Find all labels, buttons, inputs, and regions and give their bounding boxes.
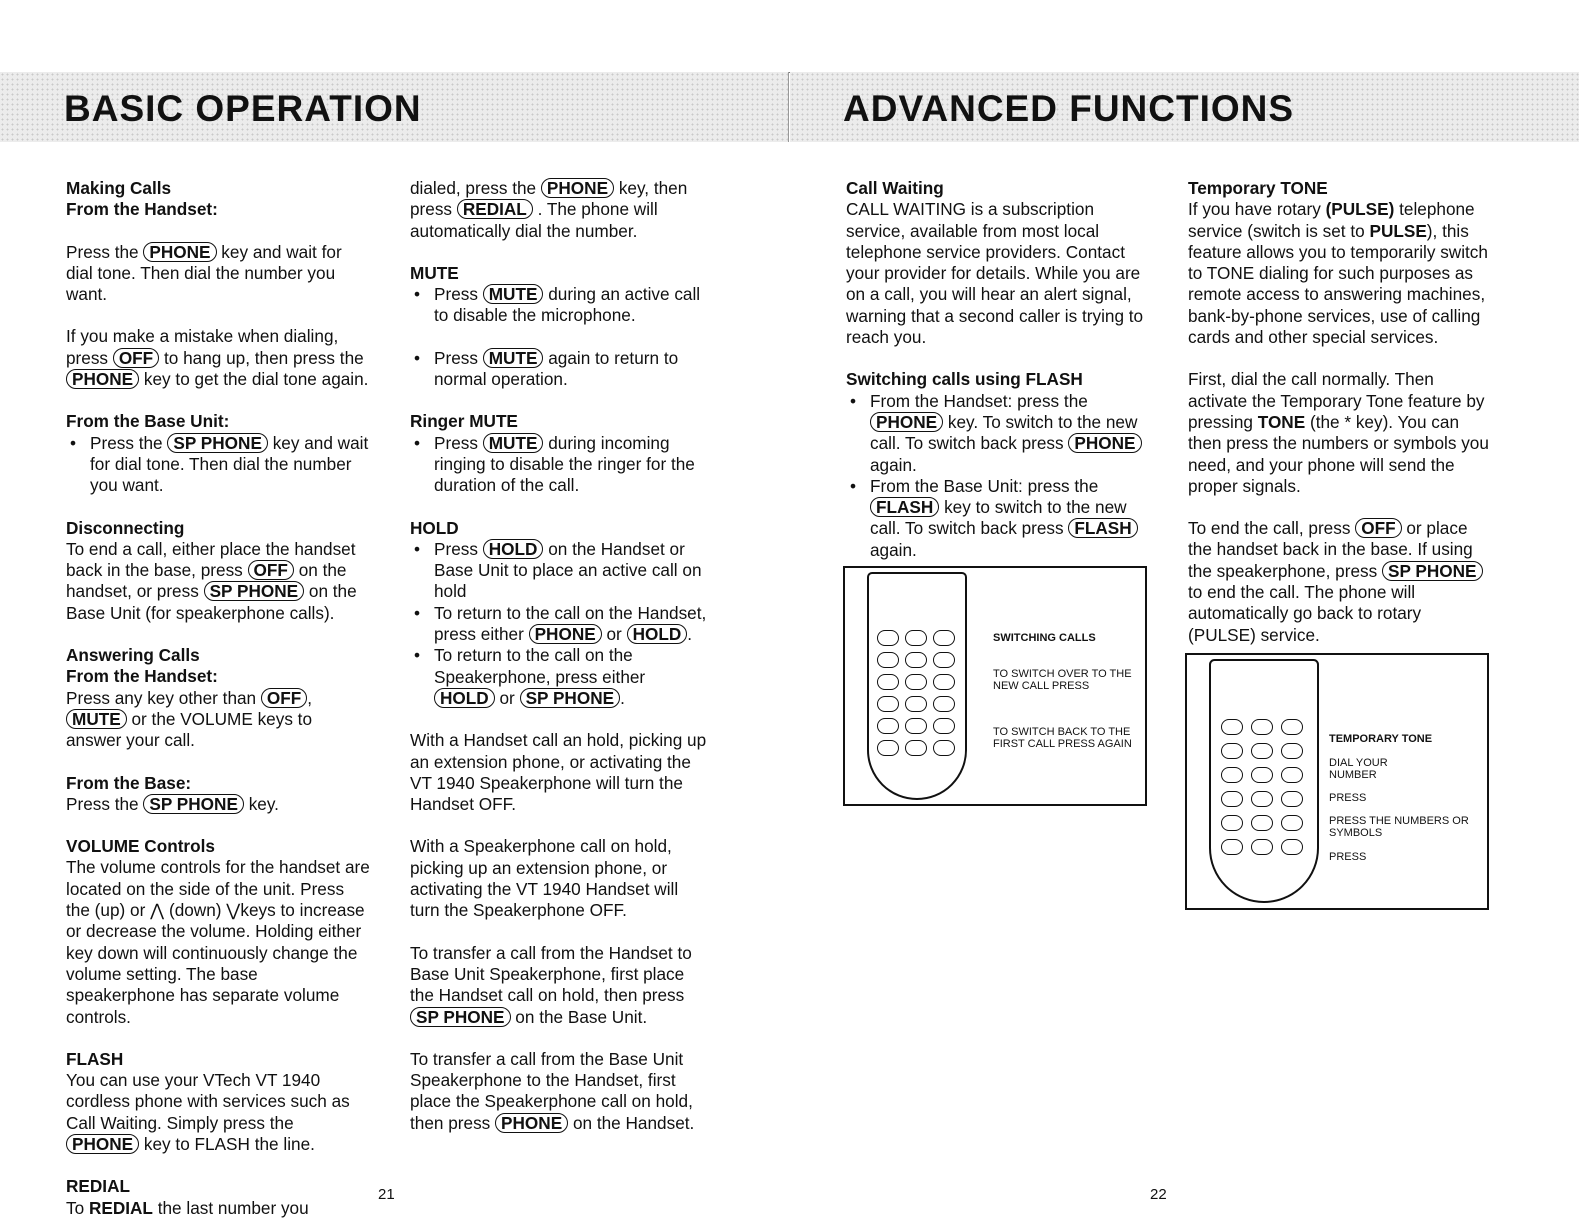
figure-caption-temporary-tone: TEMPORARY TONE bbox=[1329, 733, 1433, 745]
digit-key-icon bbox=[1251, 815, 1273, 831]
key-flash: FLASH bbox=[1068, 518, 1137, 538]
digit-key-icon bbox=[933, 696, 955, 712]
section-title-basic-operation: BASIC OPERATION bbox=[64, 88, 422, 129]
heading-flash: FLASH bbox=[66, 1048, 124, 1069]
digit-key-icon bbox=[877, 674, 899, 690]
column-4: Temporary TONE If you have rotary (PULSE) telephone service (switch is set to PULSE), this feature allows you to temporarily switch to TONE dialing for such purposes as remote access to answering machines, bank-by-phone services, use of calling cards and other special services. First, dial the call normally. Then activate the Temporary Tone feature by pressing TONE (the * key). You can then press the numbers or symbols you need, and your phone will send the proper signals. To end the call, press OFF or place the handset back in the base. If using the speakerphone, press SP PHONE to end the call. The phone will automatically go back to rotary (PULSE) service. bbox=[1188, 178, 1489, 645]
key-mute: MUTE bbox=[483, 433, 544, 453]
page-number-left: 21 bbox=[378, 1186, 395, 1203]
digit-key-icon bbox=[1251, 767, 1273, 783]
header-divider bbox=[788, 72, 789, 142]
heading-call-waiting: Call Waiting bbox=[846, 178, 944, 198]
figure-caption-switching: SWITCHING CALLS bbox=[993, 632, 1096, 644]
key-mute: MUTE bbox=[483, 348, 544, 368]
subheading-answer-handset: From the Handset: bbox=[66, 666, 218, 687]
function-key-icon bbox=[1221, 839, 1243, 855]
figure-temporary-tone bbox=[1185, 653, 1489, 910]
digit-key-icon bbox=[1281, 767, 1303, 783]
column-2: dialed, press the PHONE key, then press REDIAL . The phone will automatically dial the number. MUTE • Press MUTE during an active call to disable the microphone. • Press MUTE again to return to normal operation. Ringer MUTE • Press MUTE during incoming ringing to disable the ringer for the duration of the call. HOLD • Press HOLD on the Handset or Base Unit to place an active call on hold • To return to the call on the Handset, press either PHONE or HOLD . • To return to the call on the Speakerphone, press either HOLD or SP PHONE . With a Handset call an hold, picking up an extension phone, or activating the VT 1940 Speakerphone will turn the Handset OFF. With a Speakerphone call on hold, picking up an extension phone, or activating the VT 1940 Handset will turn the Speakerphone OFF. To transfer a call from the Handset to Base Unit Speakerphone, first place the Handset call on hold, then press SP PHONE on the Base Unit. To transfer a call from the Base Unit Speakerphone to the Handset, first place the Speakerphone call on hold, then press PHONE on the Handset. bbox=[410, 178, 710, 1134]
heading-ringer-mute: Ringer MUTE bbox=[410, 411, 518, 432]
figure-step-switch-over: TO SWITCH OVER TO THE NEW CALL PRESS bbox=[993, 668, 1132, 692]
function-key-icon bbox=[933, 740, 955, 756]
paragraph-mistake: If you make a mistake when dialing, press OFF to hang up, then press the PHONE key to get the dial tone again. bbox=[66, 326, 369, 390]
figure-step-switch-back: TO SWITCH BACK TO THE FIRST CALL PRESS AGAIN bbox=[993, 726, 1132, 750]
heading-hold: HOLD bbox=[410, 517, 459, 538]
digit-key-icon bbox=[877, 696, 899, 712]
volume-down-icon: ⋁ bbox=[226, 900, 241, 921]
key-flash: FLASH bbox=[870, 497, 939, 517]
bullet-mute-1: • Press MUTE during an active call to disable the microphone. bbox=[410, 284, 710, 327]
page-number-right: 22 bbox=[1150, 1186, 1167, 1203]
figure-step-press-off: PRESS bbox=[1329, 851, 1367, 863]
paragraph-hold-handset: With a Handset call an hold, picking up an extension phone, or activating the VT 1940 Speakerphone will turn the Handset OFF. bbox=[410, 730, 707, 815]
heading-switching-calls: Switching calls using FLASH bbox=[846, 369, 1083, 390]
digit-key-icon bbox=[1221, 767, 1243, 783]
key-hold: HOLD bbox=[483, 539, 544, 559]
bullet-hold-2: • To return to the call on the Handset, press either PHONE or HOLD . bbox=[410, 603, 710, 646]
paragraph-transfer-2: To transfer a call from the Base Unit Speakerphone to the Handset, first place the Speakerphone call on hold, then press PHONE on the Handset. bbox=[410, 1048, 695, 1133]
digit-key-icon bbox=[933, 652, 955, 668]
heading-answering-calls: Answering Calls bbox=[66, 645, 200, 666]
digit-key-icon bbox=[1251, 743, 1273, 759]
key-off: OFF bbox=[261, 688, 307, 708]
off-key-icon bbox=[1281, 719, 1303, 735]
figure-step-press-tone: PRESS bbox=[1329, 792, 1367, 804]
phone-key-icon bbox=[877, 630, 899, 646]
function-key-icon bbox=[877, 740, 899, 756]
key-sp-phone: SP PHONE bbox=[167, 433, 268, 453]
heading-making-calls: Making Calls bbox=[66, 178, 172, 198]
key-hold: HOLD bbox=[627, 624, 688, 644]
key-sp-phone: SP PHONE bbox=[410, 1007, 511, 1027]
column-1: Making Calls From the Handset: Press the PHONE key and wait for dial tone. Then dial the number you want. If you make a mistake when dialing, press OFF to hang up, then press the PHONE key to get the dial tone again. From the Base Unit: • Press the SP PHONE key and wait for dial tone. Then dial the number you want. Disconnecting To end a call, either place the handset back in the base, press OFF on the handset, or press SP PHONE on the Base Unit (for speakerphone calls). Answering Calls From the Handset: Press any key other than OFF , MUTE or the VOLUME keys to answer your call. From the Base: Press the SP PHONE key. VOLUME Controls The volume controls for the handset are located on the side of the unit. Press the (up) or ⋀ (down) ⋁keys to increase or decrease the volume. Holding either key down will continuously change the volume setting. The base speakerphone has separate volume controls. FLASH You can use your VTech VT 1940 cordless phone with services such as Call Waiting. Simply press the PHONE key to FLASH the line. REDIAL To REDIAL the last number you bbox=[66, 178, 371, 1219]
handset-illustration bbox=[867, 572, 967, 800]
digit-key-icon bbox=[1281, 791, 1303, 807]
column-3: Call Waiting CALL WAITING is a subscription service, available from most local telephone service providers. Contact your provider for details. While you are on a call, you will hear an alert signal, warning that a second caller is trying to reach you. Switching calls using FLASH • From the Handset: press the PHONE key. To switch to the new call. To switch back press PHONE again. • From the Base Unit: press the FLASH key to switch to the new call. To switch back press FLASH again. bbox=[846, 178, 1148, 561]
key-sp-phone: SP PHONE bbox=[520, 688, 621, 708]
digit-key-icon bbox=[877, 652, 899, 668]
subheading-from-base-unit: From the Base Unit: bbox=[66, 411, 230, 432]
phone-key-icon bbox=[1221, 719, 1243, 735]
star-key-icon bbox=[1221, 815, 1243, 831]
key-phone: PHONE bbox=[66, 1134, 139, 1154]
paragraph-activate-tone: First, dial the call normally. Then activate the Temporary Tone feature by pressing TONE (the * key). You can then press the numbers or symbols you need, and your phone will send the proper signals. bbox=[1188, 369, 1489, 496]
pound-key-icon bbox=[1281, 815, 1303, 831]
paragraph-dial: Press the PHONE key and wait for dial tone. Then dial the number you want. bbox=[66, 241, 342, 305]
digit-key-icon bbox=[905, 696, 927, 712]
digit-key-icon bbox=[933, 674, 955, 690]
key-phone: PHONE bbox=[529, 624, 602, 644]
key-off: OFF bbox=[113, 348, 159, 368]
bullet-base-dial: • Press the SP PHONE key and wait for dial tone. Then dial the number you want. bbox=[66, 433, 371, 497]
bullet-ringer-mute: • Press MUTE during incoming ringing to disable the ringer for the duration of the call. bbox=[410, 433, 710, 497]
function-key-icon bbox=[1281, 839, 1303, 855]
bullet-switch-base: • From the Base Unit: press the FLASH key to switch to the new call. To switch back press FLASH again. bbox=[846, 476, 1148, 561]
key-off: OFF bbox=[248, 560, 294, 580]
key-phone: PHONE bbox=[870, 412, 943, 432]
digit-key-icon bbox=[905, 718, 927, 734]
key-mute: MUTE bbox=[66, 709, 127, 729]
key-redial: REDIAL bbox=[457, 199, 533, 219]
figure-step-dial: DIAL YOUR NUMBER bbox=[1329, 757, 1388, 781]
function-key-icon bbox=[905, 740, 927, 756]
key-phone: PHONE bbox=[66, 369, 139, 389]
key-mute: MUTE bbox=[483, 284, 544, 304]
hold-key-icon bbox=[1251, 719, 1273, 735]
paragraph-hold-speakerphone: With a Speakerphone call on hold, picking up an extension phone, or activating the VT 1940 Handset will turn the Speakerphone OFF. bbox=[410, 836, 679, 921]
bullet-hold-1: • Press HOLD on the Handset or Base Unit to place an active call on hold bbox=[410, 539, 710, 603]
digit-key-icon bbox=[905, 652, 927, 668]
volume-up-icon: ⋀ bbox=[150, 900, 165, 921]
digit-key-icon bbox=[877, 718, 899, 734]
off-key-icon bbox=[933, 630, 955, 646]
digit-key-icon bbox=[933, 718, 955, 734]
key-sp-phone: SP PHONE bbox=[1382, 561, 1483, 581]
key-hold: HOLD bbox=[434, 688, 495, 708]
paragraph-end-call: To end the call, press OFF or place the handset back in the base. If using the speakerphone, press SP PHONE to end the call. The phone will automatically go back to rotary (PULSE) service. bbox=[1188, 518, 1490, 646]
handset-illustration bbox=[1209, 659, 1319, 903]
digit-key-icon bbox=[1221, 791, 1243, 807]
figure-switching-calls bbox=[843, 566, 1147, 806]
heading-mute: MUTE bbox=[410, 262, 459, 283]
digit-key-icon bbox=[1221, 743, 1243, 759]
figure-step-press-numbers: PRESS THE NUMBERS OR SYMBOLS bbox=[1329, 815, 1469, 839]
heading-redial: REDIAL bbox=[66, 1176, 130, 1197]
function-key-icon bbox=[1251, 839, 1273, 855]
paragraph-transfer-1: To transfer a call from the Handset to Base Unit Speakerphone, first place the Handset call on hold, then press SP PHONE on the Base Unit. bbox=[410, 942, 692, 1027]
heading-volume-controls: VOLUME Controls bbox=[66, 836, 215, 857]
key-sp-phone: SP PHONE bbox=[143, 794, 244, 814]
bullet-hold-3: • To return to the call on the Speakerphone, press either HOLD or SP PHONE . bbox=[410, 645, 710, 709]
section-title-advanced-functions: ADVANCED FUNCTIONS bbox=[843, 88, 1295, 129]
bullet-mute-2: • Press MUTE again to return to normal operation. bbox=[410, 348, 710, 391]
subheading-from-handset: From the Handset: bbox=[66, 199, 218, 220]
subheading-answer-base: From the Base: bbox=[66, 772, 192, 793]
hold-key-icon bbox=[905, 630, 927, 646]
heading-disconnecting: Disconnecting bbox=[66, 517, 185, 538]
key-sp-phone: SP PHONE bbox=[204, 581, 305, 601]
key-phone: PHONE bbox=[1068, 433, 1141, 453]
heading-temporary-tone: Temporary TONE bbox=[1188, 178, 1328, 198]
key-off: OFF bbox=[1355, 518, 1401, 538]
digit-key-icon bbox=[1281, 743, 1303, 759]
digit-key-icon bbox=[1251, 791, 1273, 807]
key-phone: PHONE bbox=[495, 1113, 568, 1133]
key-phone: PHONE bbox=[143, 242, 216, 262]
digit-key-icon bbox=[905, 674, 927, 690]
bullet-switch-handset: • From the Handset: press the PHONE key. To switch to the new call. To switch back press PHONE again. bbox=[846, 391, 1148, 476]
key-phone: PHONE bbox=[541, 178, 614, 198]
